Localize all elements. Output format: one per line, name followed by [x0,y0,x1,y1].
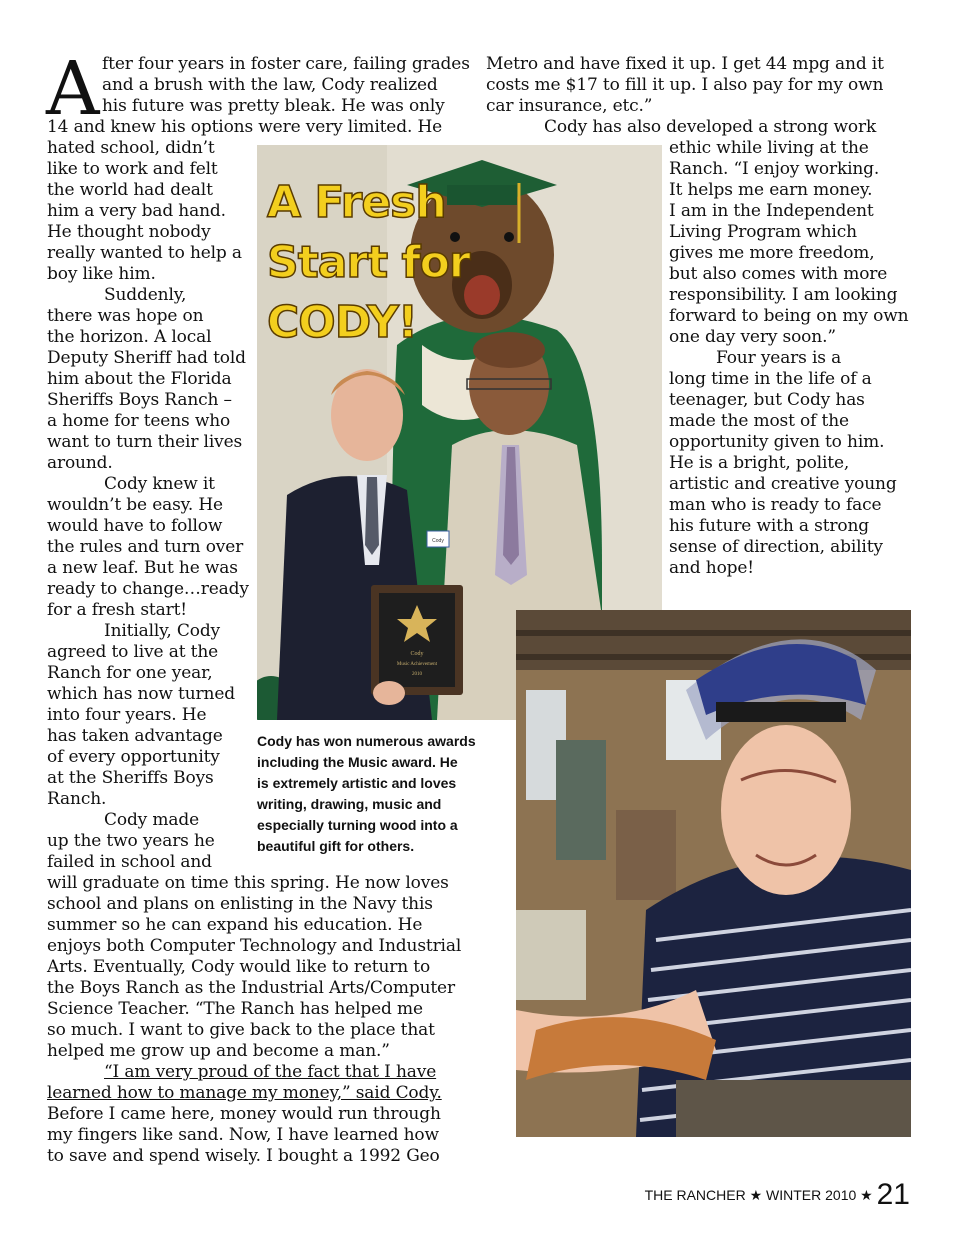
article-line: boy like him. [47,264,156,284]
article-line: a home for teens who [47,411,231,431]
page-footer [645,1178,910,1212]
article-line: the Boys Ranch as the Industrial Arts/Computer [47,978,455,998]
caption-line: including the Music award. He [257,754,458,770]
article-line: sense of direction, ability [669,537,883,557]
headline-line-1: A Fresh [267,177,446,228]
article-line: Cody knew it [104,474,215,494]
article-line: to save and spend wisely. I bought a 1992 Geo [47,1146,440,1166]
article-line: Ranch. [47,789,107,809]
article-line: would have to follow [47,516,223,536]
article-line: there was hope on [47,306,204,326]
article-line: like to work and felt [47,159,218,179]
article-line: He thought nobody [47,222,211,242]
article-line: really wanted to help a [47,243,242,263]
article-line: him about the Florida [47,369,232,389]
article-line: 14 and knew his options were very limited. He [47,117,443,137]
article-line: one day very soon.” [669,327,836,347]
caption-line: beautiful gift for others. [257,838,415,854]
article-line: failed in school and [47,852,212,872]
article-line: his future was pretty bleak. He was only [102,96,445,116]
headline-line-2: Start for [267,237,470,288]
woodshop-photo-illustration [516,610,911,1137]
article-line: car insurance, etc.” [486,96,653,116]
article-line: want to turn their lives [47,432,243,452]
article-line: which has now turned [47,684,235,704]
article-line: opportunity given to him. [669,432,885,452]
article-line: He is a bright, polite, [669,453,850,473]
article-line: my fingers like sand. Now, I have learned how [47,1125,439,1145]
article-line: teenager, but Cody has [669,390,865,410]
article-line: and hope! [669,558,754,578]
article-line: but also comes with more [669,264,888,284]
article-line: up the two years he [47,831,215,851]
plaque-line: Music Achievement [396,662,438,667]
footer-publication: THE RANCHER ★ WINTER 2010 ★ [644,1187,873,1203]
article-line: school and plans on enlisting in the Navy this [47,894,433,914]
article-line: responsibility. I am looking [669,285,898,305]
article-line: wouldn’t be easy. He [47,495,223,515]
article-line: for a fresh start! [47,600,187,620]
article-line: fter four years in foster care, failing grades [102,54,470,74]
article-line: and a brush with the law, Cody realized [102,75,438,95]
article-line: him a very bad hand. [47,201,226,221]
article-line: gives me more freedom, [669,243,875,263]
article-line: I am in the Independent [669,201,874,221]
article-line: forward to being on my own [669,306,909,326]
article-line: enjoys both Computer Technology and Industrial [47,936,462,956]
plaque-line: 2010 [412,672,422,677]
article-line: Sheriffs Boys Ranch – [47,390,232,410]
article-line: Ranch. “I enjoy working. [669,159,880,179]
headline-line-3: CODY! [267,297,417,348]
article-line: has taken advantage [47,726,223,746]
article-line: ready to change…ready [47,579,249,599]
article-quote-line: “I am very proud of the fact that I have [104,1062,437,1082]
article-line: into four years. He [47,705,207,725]
article-line: Ranch for one year, [47,663,213,683]
article-line: ethic while living at the [669,138,869,158]
caption-line: especially turning wood into a [257,817,458,833]
article-line: Cody made [104,810,199,830]
article-line: so much. I want to give back to the place that [47,1020,435,1040]
article-line: Living Program which [669,222,857,242]
article-line: Suddenly, [104,285,187,305]
article-line: Four years is a [716,348,842,368]
article-line: the world had dealt [47,180,213,200]
article-line: man who is ready to face [669,495,882,515]
article-line: long time in the life of a [669,369,872,389]
article-line: at the Sheriffs Boys [47,768,214,788]
article-line: a new leaf. But he was [47,558,238,578]
article-line: will graduate on time this spring. He now loves [47,873,449,893]
article-line: helped me grow up and become a man.” [47,1041,390,1061]
article-line: made the most of the [669,411,849,431]
plaque-line: Cody [410,651,424,657]
article-line: Science Teacher. “The Ranch has helped me [47,999,423,1019]
article-line: agreed to live at the [47,642,219,662]
woodshop-photo [516,610,911,1137]
article-line: Metro and have fixed it up. I get 44 mpg and it [486,54,884,74]
article-line: of every opportunity [47,747,220,767]
article-line: his future with a strong [669,516,869,536]
article-line: the horizon. A local [47,327,212,347]
article-line: Before I came here, money would run through [47,1104,441,1124]
article-line: the rules and turn over [47,537,244,557]
caption-line: writing, drawing, music and [257,796,442,812]
article-line: around. [47,453,113,473]
article-line: costs me $17 to fill it up. I also pay for my own [486,75,884,95]
article-quote-line: learned how to manage my money,” said Cody. [47,1083,442,1103]
article-line: Deputy Sheriff had told [47,348,246,368]
article-line: Cody has also developed a strong work [544,117,877,137]
page-number: 21 [876,1178,910,1211]
article-line: summer so he can expand his education. He [47,915,423,935]
name-badge-young-man: Cody [432,538,444,544]
drop-cap: A [46,46,100,132]
article-line: Arts. Eventually, Cody would like to return to [47,957,431,977]
article-line: artistic and creative young [669,474,897,494]
article-line: It helps me earn money. [669,180,873,200]
article-line: hated school, didn’t [47,138,215,158]
caption-line: Cody has won numerous awards [257,733,476,749]
caption-line: is extremely artistic and loves [257,775,457,791]
article-line: Initially, Cody [104,621,221,641]
